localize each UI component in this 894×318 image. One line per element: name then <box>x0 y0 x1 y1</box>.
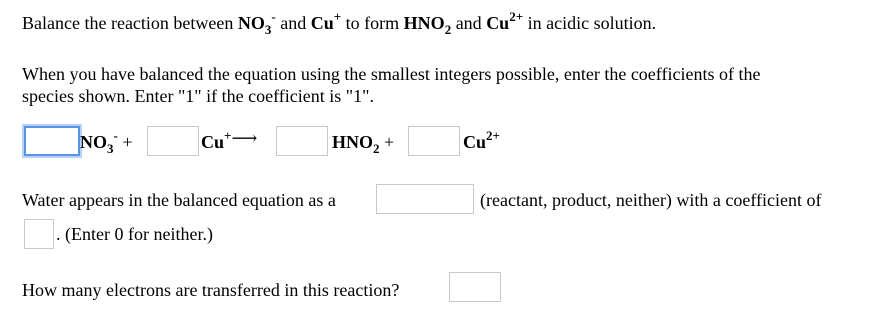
coefficient-input-cu2[interactable] <box>408 126 460 156</box>
coefficient-input-cu[interactable] <box>147 126 199 156</box>
water-coefficient-input[interactable] <box>24 219 54 249</box>
electrons-input[interactable] <box>449 272 501 302</box>
intro-text: Balance the reaction between <box>22 13 238 33</box>
equation-term-cu2: $Cu^{2+}$ <box>463 128 500 152</box>
water-question-text: Water appears in the balanced equation as a <box>22 190 336 210</box>
question-intro: Balance the reaction between $NO_3^-$ and Cu+ to form $HNO_2$ and $Cu^{2+}$ in acidic solution. <box>22 9 657 37</box>
water-options-text: (reactant, product, neither) with a coefficient of <box>480 190 822 210</box>
species-cu: Cu+ <box>310 9 342 33</box>
plus-sign: + <box>122 132 133 152</box>
coefficient-input-hno2[interactable] <box>276 126 328 156</box>
reaction-arrow: ⟶ <box>231 128 258 148</box>
equation-term-hno2: $HNO_2$ + <box>332 132 395 156</box>
equation-term-no3: $NO_3^-$ + <box>80 128 133 156</box>
equation-term-cu: Cu+⟶ <box>201 128 258 152</box>
species-hno2: $HNO_2$ <box>403 13 452 37</box>
instructions-line-1: When you have balanced the equation using the smallest integers possible, enter the coefficients of the <box>22 64 761 84</box>
instructions-line-2: species shown. Enter "1" if the coefficient is "1". <box>22 86 374 106</box>
species-no3: $NO_3^-$ <box>237 9 276 37</box>
electrons-question-text: How many electrons are transferred in this reaction? <box>22 280 400 300</box>
plus-sign: + <box>384 132 395 152</box>
coefficient-input-no3[interactable] <box>24 126 80 156</box>
species-cu2: $Cu^{2+}$ <box>486 9 524 33</box>
water-note-text: . (Enter 0 for neither.) <box>56 224 213 244</box>
water-role-input[interactable] <box>376 184 474 214</box>
